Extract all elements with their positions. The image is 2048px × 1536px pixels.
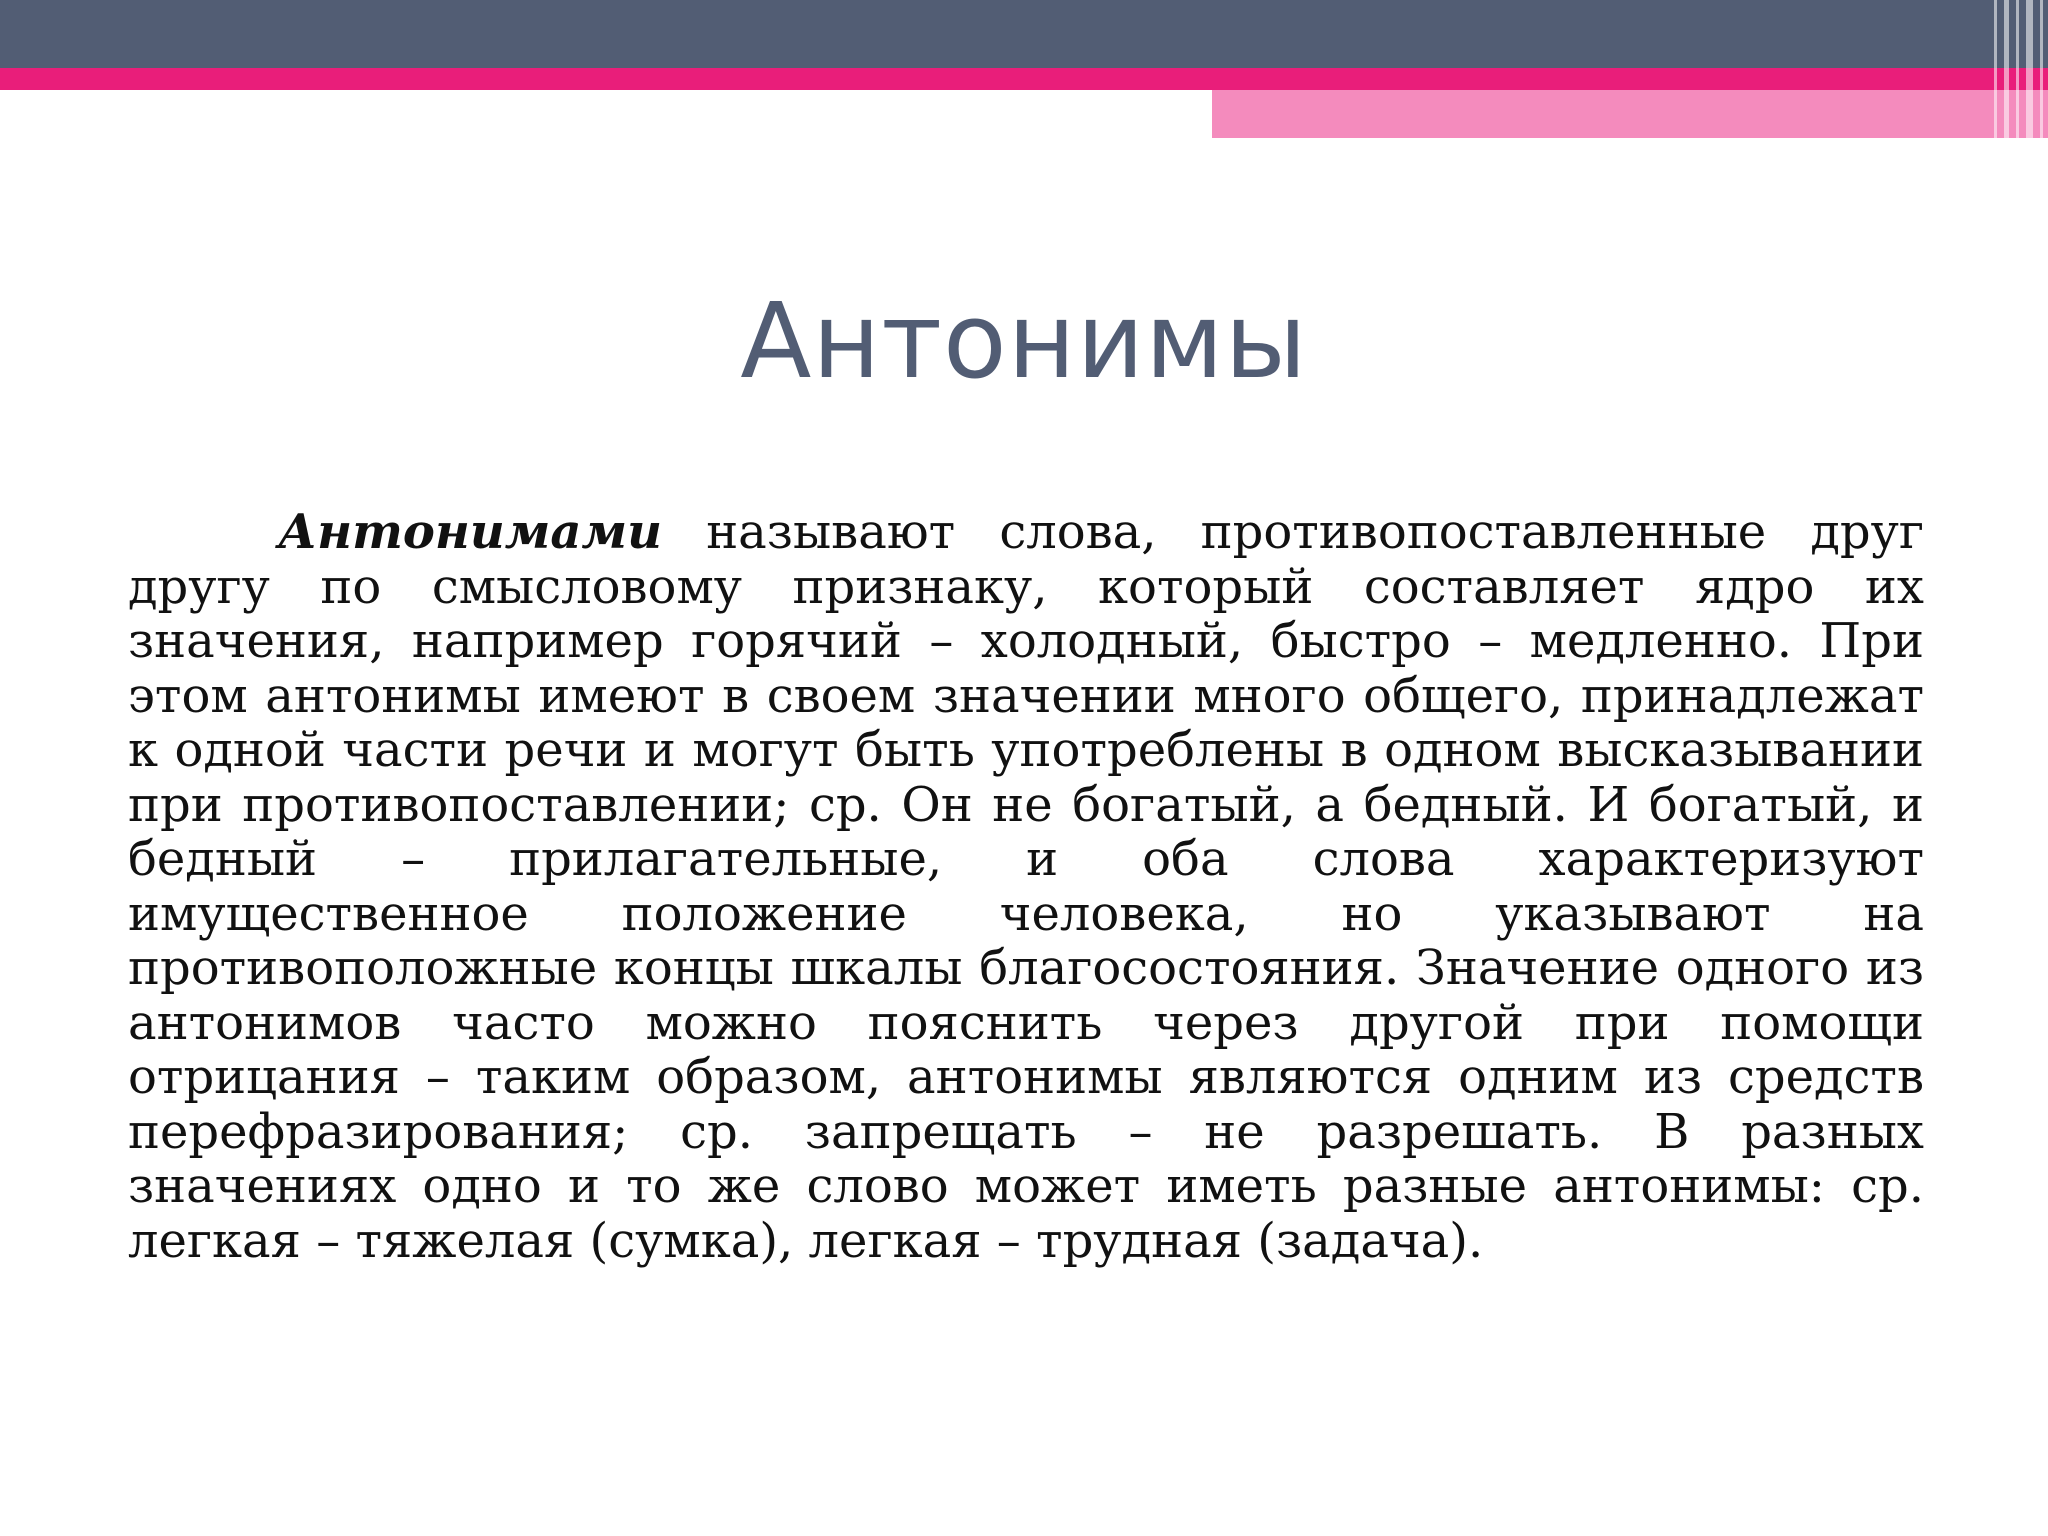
header-band <box>0 0 2048 68</box>
light-accent-band <box>1212 90 2048 138</box>
body-paragraph <box>128 505 1924 1268</box>
term-emphasis: Антонимами <box>278 504 663 560</box>
decorative-stripes <box>1990 0 2048 138</box>
slide-title: Антонимы <box>740 280 1308 402</box>
accent-band <box>0 68 2048 90</box>
band-gap <box>0 90 1212 99</box>
body-text: называют слова, противопоставленные друг другу по смысловому признаку, который составляет ядро их значения, например горячий – холодный, быстро – медленно. При этом антонимы имеют в своем значении много общего, принадлежат к одной части речи и могут быть употреблены в одном высказывании при противопоставлении; ср. Он не богатый, а бедный. И богатый, и бедный – прилагательные, и оба слова характеризуют имущественное положение человека, но указывают на противоположные концы шкалы благосостояния. Значение одного из антонимов часто можно пояснить через другой при помощи отрицания – таким образом, антонимы являются одним из средств перефразирования; ср. запрещать – не разрешать. В разных значениях одно и то же слово может иметь разные антонимы: ср. легкая – тяжелая (сумка), легкая – трудная (задача). <box>128 504 1924 1269</box>
